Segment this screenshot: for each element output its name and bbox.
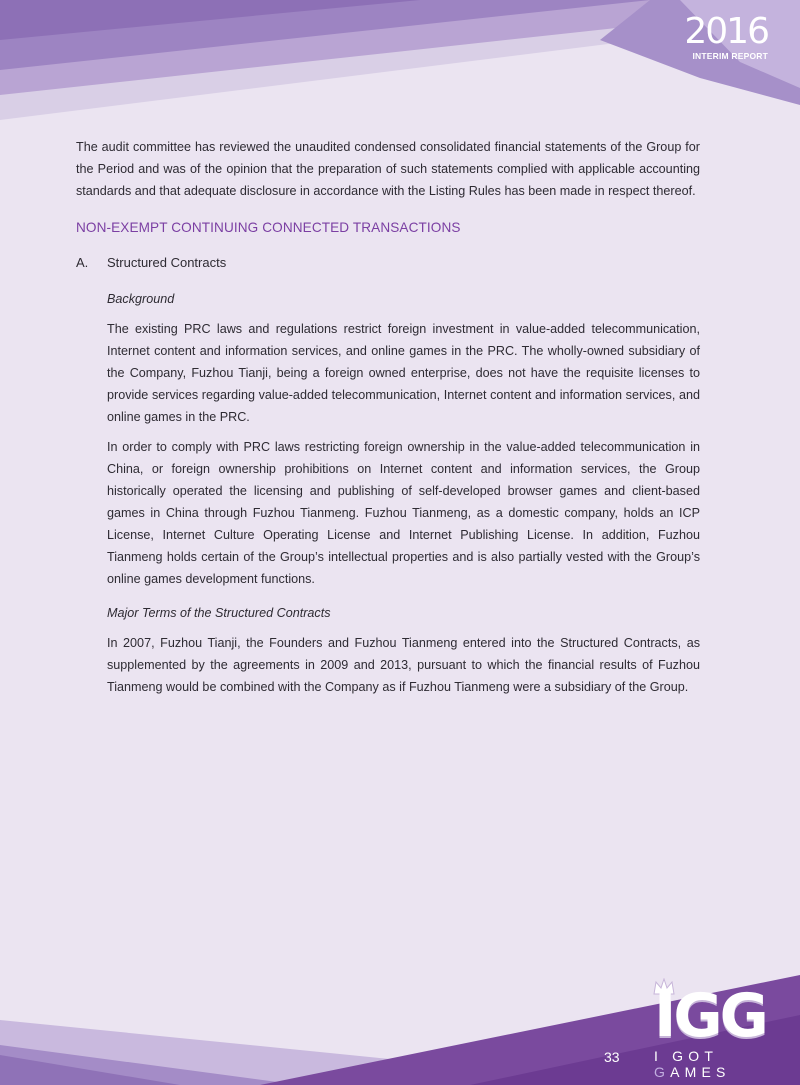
tagline-part-2: AMES: [670, 1064, 731, 1080]
tagline-part-1: I GOT: [654, 1048, 718, 1064]
report-type-label: INTERIM REPORT: [692, 51, 768, 61]
page-number: 33: [604, 1049, 620, 1065]
report-year-badge: [684, 11, 768, 61]
background-paragraph: In order to comply with PRC laws restricting foreign ownership in the value-added telecommunication in China, or foreign ownership prohibitions on Internet content and information services, the Group historically operated the licensing and publishing of self-developed browser games and client-based games in China through Fuzhou Tianmeng. Fuzhou Tianmeng, as a domestic company, holds an ICP License, Internet Culture Operating License and Internet Publishing License. In addition, Fuzhou Tianmeng holds certain of the Group’s intellectual properties and is also partially vested with the Group’s online games development functions.: [107, 440, 700, 586]
subsection-body: [107, 290, 700, 698]
subsection-heading: [76, 254, 700, 272]
background-heading: Background: [107, 292, 175, 306]
brand-tagline: [654, 1048, 800, 1080]
logo-wordmark: IGG: [654, 981, 766, 1051]
intro-paragraph: The audit committee has reviewed the unaudited condensed consolidated financial statements of the Group for the Period and was of the opinion that the preparation of such statements complied with applicable accounting standards and that adequate disclosure in accordance with the Listing Rules has been made in respect thereof.: [76, 140, 700, 198]
section-heading: NON-EXEMPT CONTINUING CONNECTED TRANSACTIONS: [76, 220, 461, 235]
subsection-letter: A.: [76, 255, 89, 270]
document-body: [76, 136, 700, 706]
major-terms-paragraph: In 2007, Fuzhou Tianji, the Founders and Fuzhou Tianmeng entered into the Structured Contracts, as supplemented by the agreements in 2009 and 2013, pursuant to which the financial results of Fuzhou Tianmeng would be combined with the Company as if Fuzhou Tianmeng were a subsidiary of the Group.: [107, 636, 700, 694]
background-paragraph: The existing PRC laws and regulations restrict foreign investment in value-added telecommunication, Internet content and information services, and online games in the PRC. The wholly-owned subsidiary of the Company, Fuzhou Tianji, being a foreign owned enterprise, does not have the requisite licenses to provide services regarding value-added telecommunication, Internet content and information services, and online games in the PRC.: [107, 322, 700, 424]
report-year: 2016: [684, 11, 768, 52]
igg-logo: [650, 981, 780, 1051]
major-terms-heading: Major Terms of the Structured Contracts: [107, 606, 331, 620]
subsection-title: Structured Contracts: [107, 255, 227, 270]
tagline-accent-letter: G: [654, 1064, 671, 1080]
